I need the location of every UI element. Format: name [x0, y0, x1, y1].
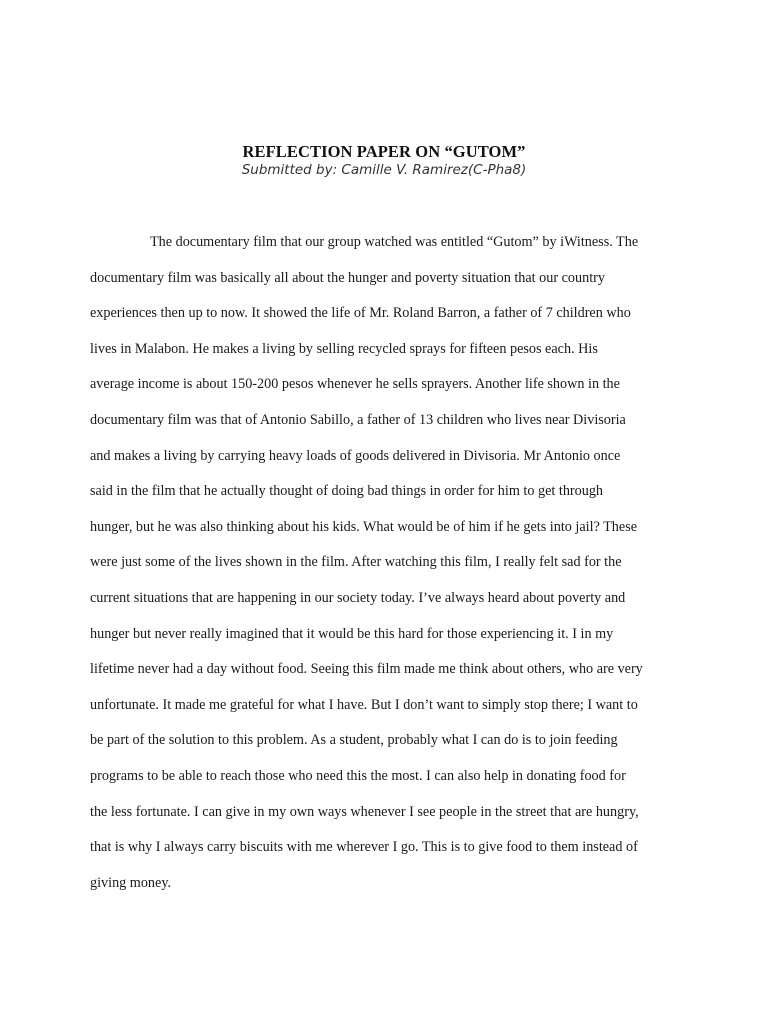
paragraph-line: giving money. [90, 874, 172, 891]
paragraph-line: unfortunate. It made me grateful for what I have. But I don’t want to simply stop there; I want to [90, 696, 638, 713]
paragraph-line: hunger, but he was also thinking about his kids. What would be of him if he gets into jail? These [90, 518, 638, 535]
paragraph-line: and makes a living by carrying heavy loads of goods delivered in Divisoria. Mr Antonio once [90, 447, 621, 464]
paragraph-line: average income is about 150-200 pesos whenever he sells sprayers. Another life shown in the [90, 376, 620, 393]
paragraph-line: documentary film was basically all about the hunger and poverty situation that our country [90, 269, 605, 286]
paragraph-line: experiences then up to now. It showed the life of Mr. Roland Barron, a father of 7 children who [90, 305, 631, 322]
paragraph-line: be part of the solution to this problem. As a student, probably what I can do is to join feeding [90, 732, 618, 749]
paragraph-line: current situations that are happening in our society today. I’ve always heard about poverty and [90, 589, 626, 606]
paragraph-line: hunger but never really imagined that it would be this hard for those experiencing it. I in my [90, 625, 614, 642]
paragraph-line: were just some of the lives shown in the film. After watching this film, I really felt sad for the [90, 554, 622, 571]
paragraph-line: The documentary film that our group watched was entitled “Gutom” by iWitness. The [150, 234, 639, 250]
paragraph-line: the less fortunate. I can give in my own ways whenever I see people in the street that are hungry, [90, 803, 639, 820]
paragraph-line: lives in Malabon. He makes a living by selling recycled sprays for fifteen pesos each. His [90, 340, 598, 357]
paragraph-line: documentary film was that of Antonio Sabillo, a father of 13 children who lives near Divisoria [90, 411, 626, 428]
document-title: REFLECTION PAPER ON “GUTOM” [242, 142, 526, 161]
body-paragraph [90, 225, 682, 901]
paragraph-line: that is why I always carry biscuits with me wherever I go. This is to give food to them instead of [90, 839, 638, 856]
paragraph-line: said in the film that he actually thought of doing bad things in order for him to get through [90, 483, 604, 500]
paragraph-line: programs to be able to reach those who need this the most. I can also help in donating food for [90, 767, 626, 784]
document-subtitle: Submitted by: Camille V. Ramirez(C-Pha8) [241, 162, 527, 178]
paragraph-line: lifetime never had a day without food. Seeing this film made me think about others, who are very [90, 661, 643, 678]
